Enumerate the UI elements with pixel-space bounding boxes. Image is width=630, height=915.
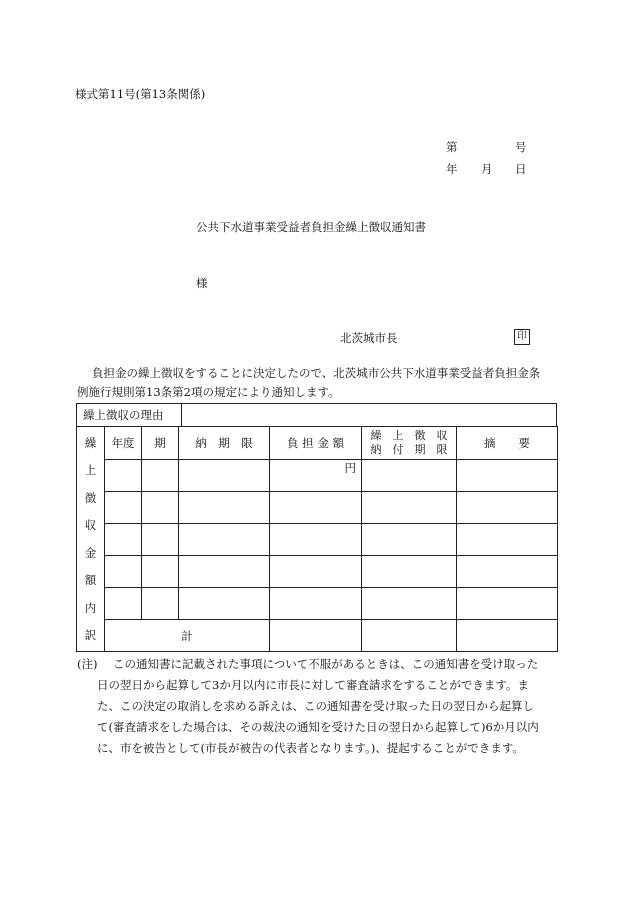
- header-period: 期: [142, 427, 179, 460]
- note-line-4: て(審査請求をした場合は、その裁決の通知を受けた日の翌日から起算して)6か月以内: [97, 720, 539, 734]
- table-row: [77, 492, 558, 524]
- cell-period[interactable]: [142, 556, 179, 588]
- cell-fiscal-year[interactable]: [105, 524, 142, 556]
- seal-mark: 印: [514, 329, 530, 345]
- cell-period[interactable]: [142, 460, 179, 492]
- table-row: [77, 460, 558, 492]
- reason-field[interactable]: [182, 404, 557, 427]
- cell-fiscal-year[interactable]: [105, 588, 142, 620]
- table-row: [77, 524, 558, 556]
- cell-remarks[interactable]: [457, 460, 558, 492]
- header-fiscal-year: 年度: [105, 427, 142, 460]
- table-row: [77, 588, 558, 620]
- cell-period[interactable]: [142, 588, 179, 620]
- total-remarks[interactable]: [457, 620, 558, 652]
- cell-early-due-date[interactable]: [362, 492, 457, 524]
- section-label: 繰 上 徴 収 金 額 内 訳: [77, 427, 105, 652]
- currency-unit: 円: [344, 461, 356, 475]
- doc-number-dai: 第: [446, 140, 458, 154]
- cell-early-due-date[interactable]: [362, 460, 457, 492]
- issuer-name: 北茨城市長: [340, 331, 398, 345]
- breakdown-table: [76, 426, 558, 652]
- note-line-2: 日の翌日から起算して3か月以内に市長に対して審査請求をすることができます。ま: [97, 678, 529, 692]
- total-row: [77, 620, 558, 652]
- body-text-line-2: 例施行規則第13条第2項の規定により通知します。: [77, 385, 340, 399]
- total-label: 計: [105, 620, 270, 652]
- cell-period[interactable]: [142, 492, 179, 524]
- cell-amount[interactable]: [270, 556, 362, 588]
- total-amount[interactable]: [270, 620, 362, 652]
- header-due-date: 納 期 限: [179, 427, 270, 460]
- cell-fiscal-year[interactable]: [105, 492, 142, 524]
- date-month: 月: [481, 162, 493, 176]
- cell-early-due-date[interactable]: [362, 524, 457, 556]
- reason-table: [76, 403, 557, 427]
- cell-remarks[interactable]: [457, 524, 558, 556]
- table-row: [77, 556, 558, 588]
- cell-amount[interactable]: [270, 524, 362, 556]
- addressee-suffix: 様: [196, 276, 208, 290]
- cell-fiscal-year[interactable]: [105, 556, 142, 588]
- form-id: 様式第11号(第13条関係): [75, 87, 206, 101]
- cell-due-date[interactable]: [179, 524, 270, 556]
- cell-due-date[interactable]: [179, 556, 270, 588]
- cell-amount[interactable]: [270, 588, 362, 620]
- date-day: 日: [515, 162, 527, 176]
- header-early-due-date: 繰 上 徴 収 納 付 期 限: [362, 427, 457, 460]
- doc-number-go: 号: [515, 140, 527, 154]
- note-line-1: この通知書に記載された事項について不服があるときは、この通知書を受け取った: [113, 657, 539, 671]
- body-text-line-1: 負担金の繰上徴収をすることに決定したので、北茨城市公共下水道事業受益者負担金条: [92, 366, 541, 380]
- date-year: 年: [446, 162, 458, 176]
- cell-early-due-date[interactable]: [362, 588, 457, 620]
- document-title: 公共下水道事業受益者負担金繰上徴収通知書: [196, 220, 426, 234]
- cell-remarks[interactable]: [457, 556, 558, 588]
- cell-remarks[interactable]: [457, 588, 558, 620]
- cell-due-date[interactable]: [179, 492, 270, 524]
- cell-early-due-date[interactable]: [362, 556, 457, 588]
- cell-due-date[interactable]: [179, 588, 270, 620]
- cell-period[interactable]: [142, 524, 179, 556]
- note-label: (注): [77, 657, 98, 671]
- reason-label: 繰上徴収の理由: [77, 404, 182, 427]
- note-line-3: た、この決定の取消しを求める訴えは、この通知書を受け取った日の翌日から起算し: [97, 699, 534, 713]
- header-amount: 負 担 金 額: [270, 427, 362, 460]
- total-early-due-date[interactable]: [362, 620, 457, 652]
- header-remarks: 摘 要: [457, 427, 558, 460]
- cell-amount[interactable]: [270, 460, 362, 492]
- cell-fiscal-year[interactable]: [105, 460, 142, 492]
- note-line-5: に、市を被告として(市長が被告の代表者となります。)、提起することができます。: [97, 741, 524, 755]
- cell-due-date[interactable]: [179, 460, 270, 492]
- cell-remarks[interactable]: [457, 492, 558, 524]
- cell-amount[interactable]: [270, 492, 362, 524]
